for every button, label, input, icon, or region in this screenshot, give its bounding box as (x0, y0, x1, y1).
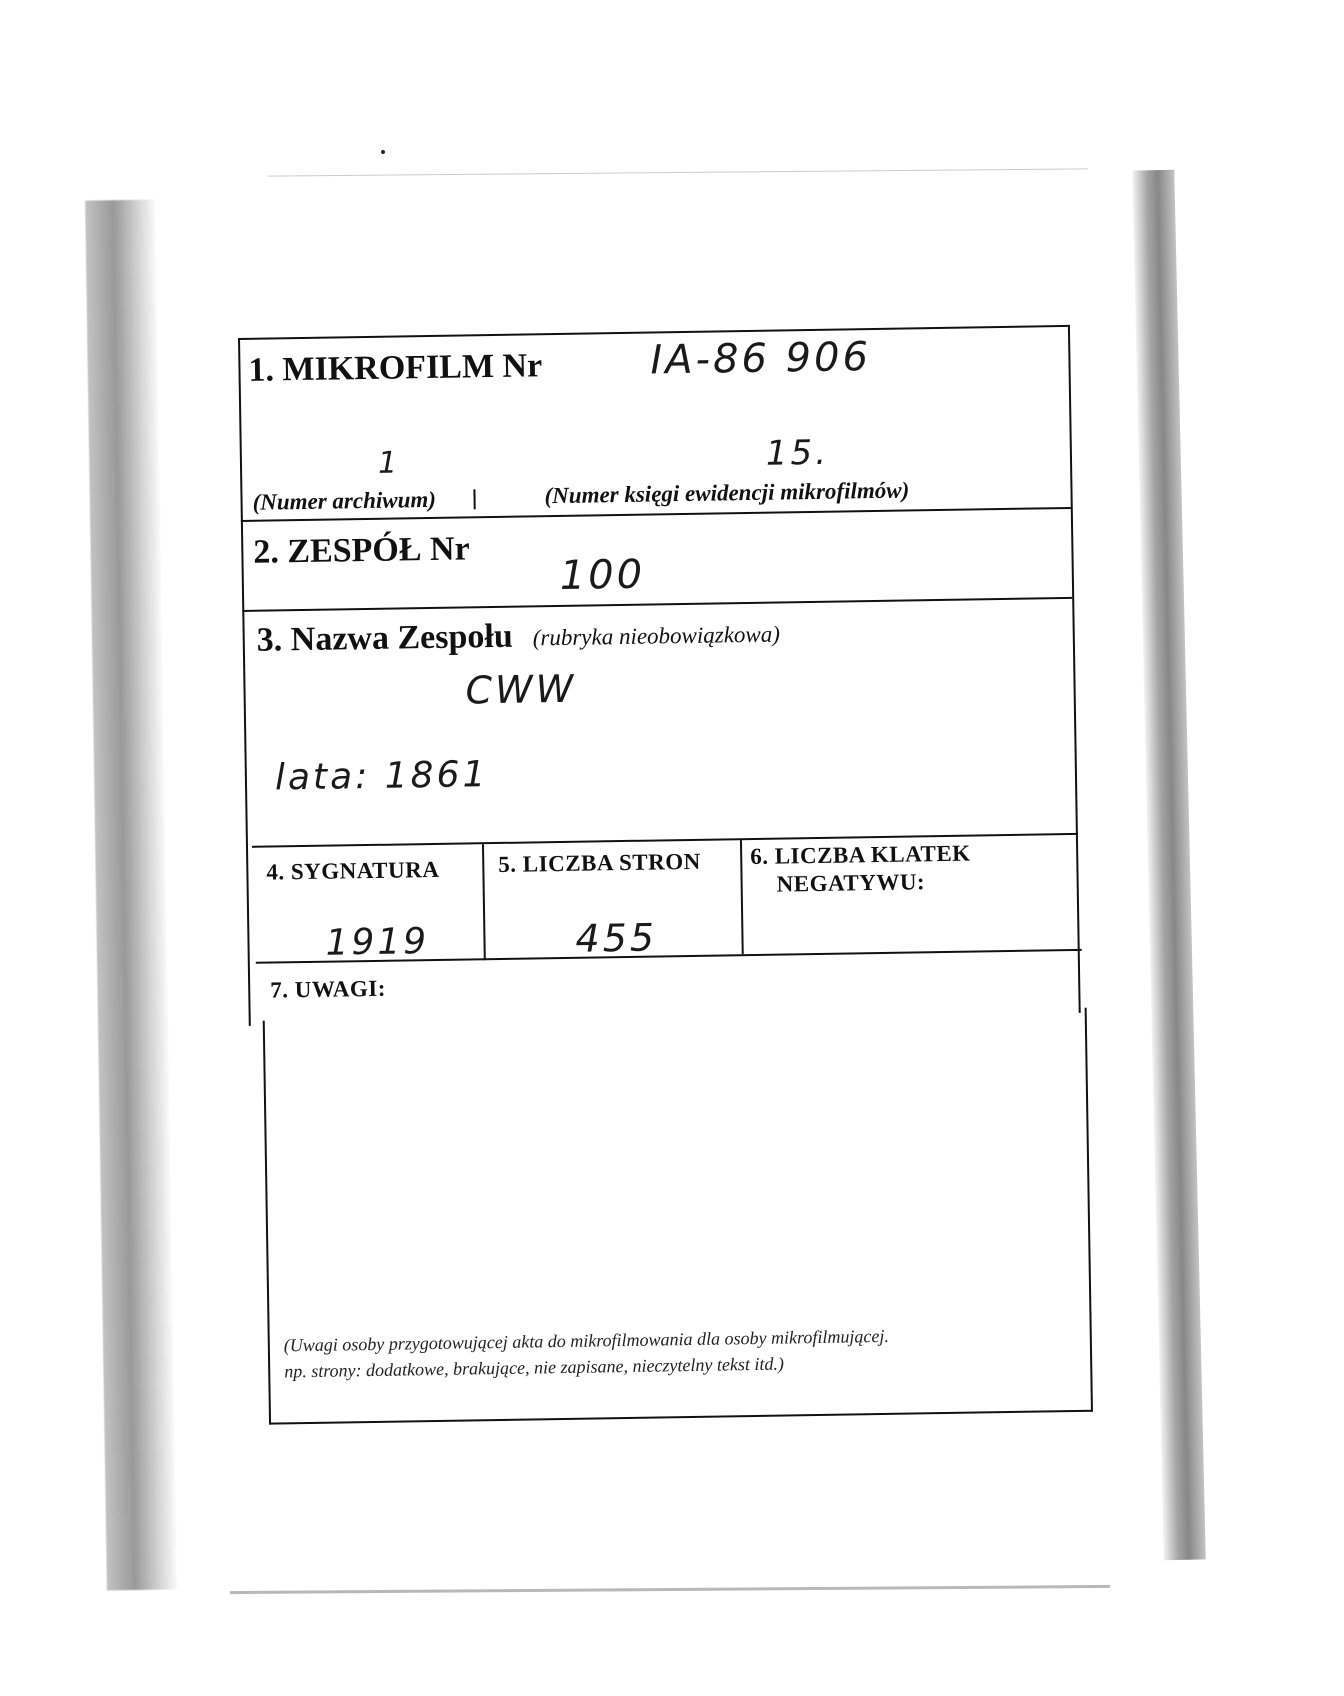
field-4-handwritten-value: 1919 (325, 921, 430, 964)
field-3-note: (rubryka nieobowiązkowa) (532, 621, 781, 651)
field-7-label: 7. UWAGI: (270, 975, 387, 1003)
field-6-label-line2: NEGATYWU: (776, 869, 926, 897)
field-3-label: 3. Nazwa Zespołu (256, 617, 513, 659)
scan-speck (381, 150, 385, 154)
field-7-footnote-line2: np. strony: dodatkowe, brakujące, nie zapisane, nieczytelny tekst itd.) (284, 1353, 785, 1382)
field-6-label-line1: 6. LICZBA KLATEK (750, 840, 971, 870)
field-7-footnote-line1: (Uwagi osoby przygotowującej akta do mikrofilmowania dla osoby mikrofilmującej. (283, 1325, 890, 1356)
scan-edge-right (1132, 170, 1206, 1561)
field-3-handwritten-name: CWW (465, 666, 577, 713)
field-5-label: 5. LICZBA STRON (498, 848, 701, 877)
scan-line-bottom (230, 1585, 1110, 1594)
ledger-number-caption: (Numer księgi ewidencji mikrofilmów) (544, 477, 910, 509)
field-1-label: 1. MIKROFILM Nr (248, 347, 543, 389)
field-1-handwritten-value: IA-86 906 (650, 334, 872, 384)
field-2-handwritten-value: 100 (559, 551, 646, 599)
ledger-number-handwritten: 15. (765, 432, 830, 474)
form-border-upper (238, 325, 1081, 1026)
field-4-label: 4. SYGNATURA (266, 856, 440, 885)
scan-line-top (268, 168, 1088, 176)
scan-edge-left (85, 200, 177, 1591)
field-3-handwritten-years: lata: 1861 (274, 754, 489, 799)
field-2-label: 2. ZESPÓŁ Nr (253, 530, 470, 571)
field-5-handwritten-value: 455 (575, 915, 658, 961)
archive-number-handwritten: 1 (377, 445, 401, 481)
microfilm-form-card (238, 325, 1085, 1426)
divider-archive-ledger (473, 489, 475, 509)
archive-number-caption: (Numer archiwum) (252, 486, 437, 515)
